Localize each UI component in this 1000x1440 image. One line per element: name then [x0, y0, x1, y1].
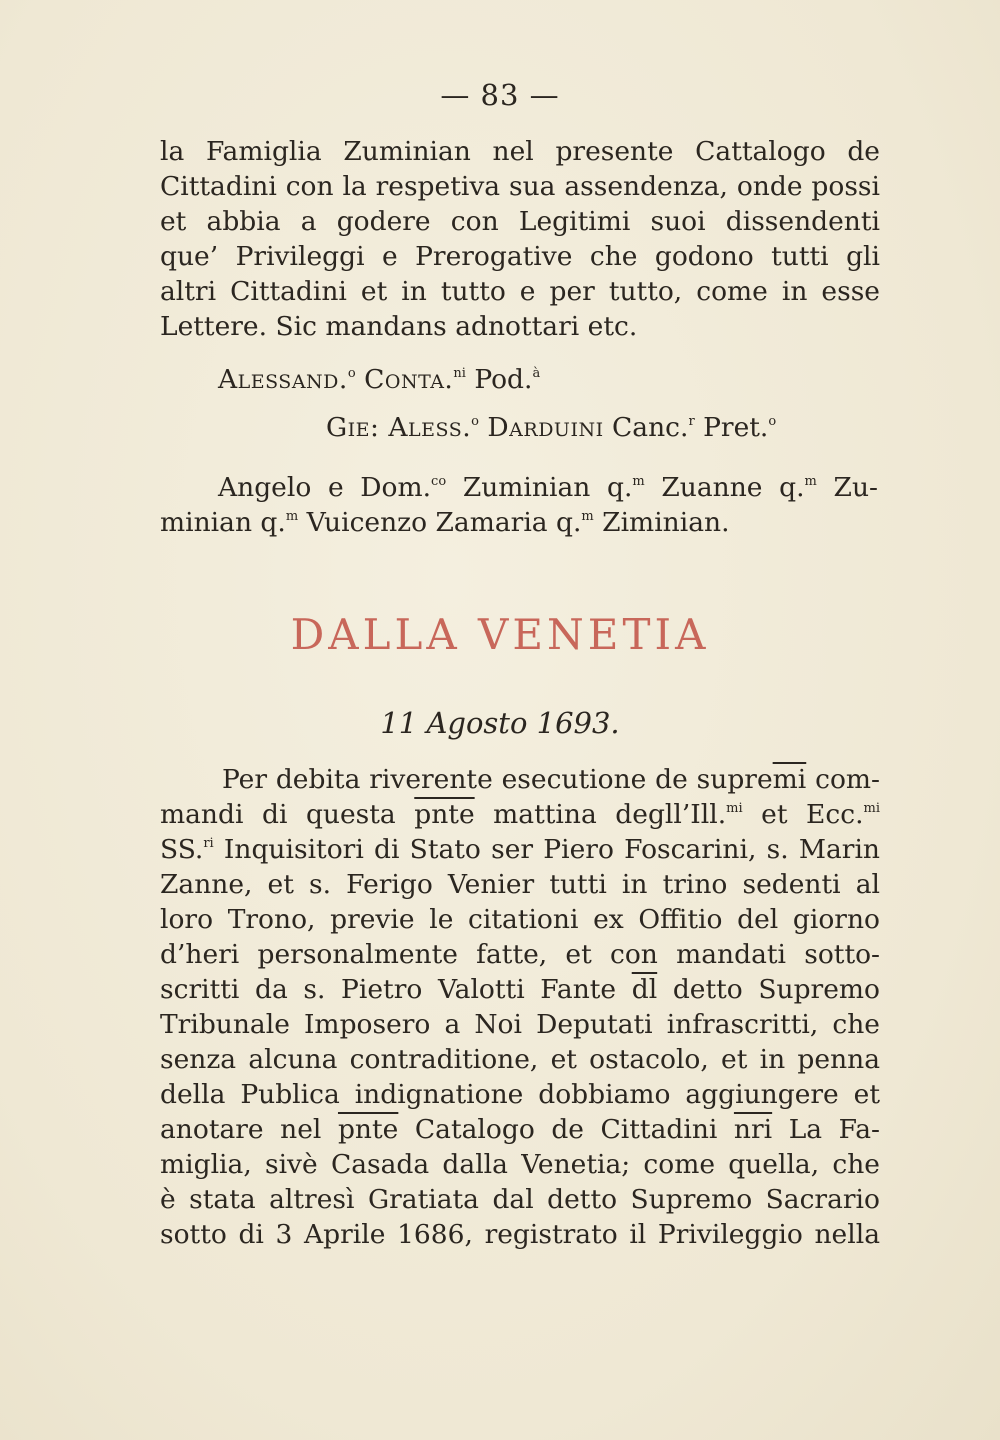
text-line: scritti da s. Pietro Valotti Fante $\overline{dl}$ detto Supremo: [160, 974, 880, 1005]
names-line-1: Angelo e Dom.$^{co}$ Zuminian q.$^m$ Zuanne q.$^m$ Zu-: [218, 472, 878, 503]
section-date: 11 Agosto 1693.: [380, 706, 620, 740]
text-line: Zanne, et s. Ferigo Venier tutti in trino sedenti al: [160, 869, 880, 900]
text-line: SS.$^{ri}$ Inquisitori di Stato ser Piero Foscarini, s. Marin: [160, 834, 880, 865]
names-line-2: minian q.$^m$ Vuicenzo Zamaria q.$^m$ Ziminian.: [160, 507, 730, 538]
text-line: miglia, sivè Casada dalla Venetia; come quella, che: [160, 1149, 880, 1180]
text-line: sotto di 3 Aprile 1686, registrato il Privileggio nella: [160, 1219, 880, 1250]
text-line: loro Trono, previe le citationi ex Offitio del giorno: [160, 904, 880, 935]
text-line: d’heri personalmente fatte, et con mandati sotto-: [160, 939, 880, 970]
text-line: senza alcuna contraditione, et ostacolo, et in penna: [160, 1044, 880, 1075]
text-line: Cittadini con la respetiva sua assendenza, onde possi: [160, 171, 880, 202]
text-line: que’ Privileggi e Prerogative che godono tutti gli: [160, 241, 880, 272]
text-line: Lettere. Sic mandans adnottari etc.: [160, 311, 638, 342]
body-paragraph: [160, 762, 880, 1252]
page-number: — 83 —: [440, 78, 560, 112]
text-line: Per debita riverente esecutione de $supre\overline{mi}$ com-: [222, 764, 880, 795]
signature-chancellor: Gie: Aless.$^o$ Darduini Canc.$^r$ Pret.$^o$: [326, 412, 777, 443]
text-line: è stata altresì Gratiata dal detto Supremo Sacrario: [160, 1184, 880, 1215]
signature-podesta: Alessand.$^o$ Conta.$^{ni}$ Pod.$^à$: [218, 364, 541, 395]
text-line: mandi di questa pnte mattina degll’Ill.$^{mi}$ et Ecc.$^{mi}$: [160, 799, 880, 830]
text-line: anotare nel pnte Catalogo de Cittadini $\overline{nri}$ La Fa-: [160, 1114, 880, 1145]
text-line: della Publica indignatione dobbiamo aggiungere et: [160, 1079, 880, 1110]
opening-paragraph: [160, 134, 880, 344]
section-heading: DALLA VENETIA: [290, 610, 710, 659]
text-line: la Famiglia Zuminian nel presente Cattalogo de: [160, 136, 880, 167]
text-line: altri Cittadini et in tutto e per tutto, come in esse: [160, 276, 880, 307]
text-line: et abbia a godere con Legitimi suoi dissendenti: [160, 206, 880, 237]
text-line: Tribunale Imposero a Noi Deputati infrascritti, che: [160, 1009, 880, 1040]
